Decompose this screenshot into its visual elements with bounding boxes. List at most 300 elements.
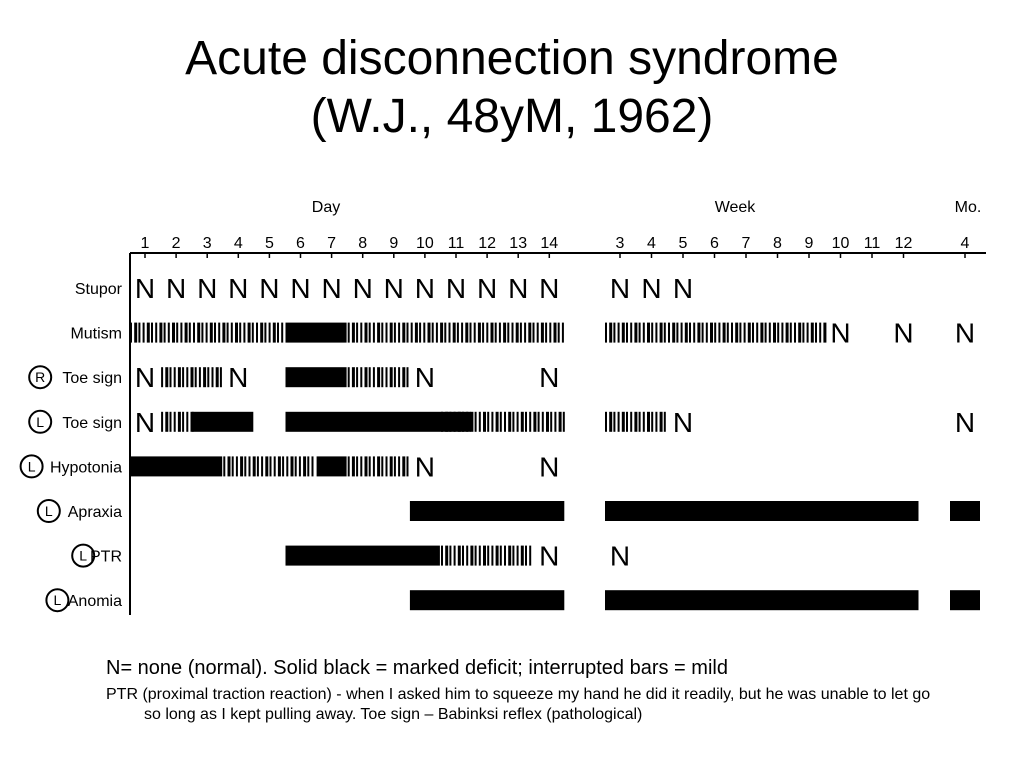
mild-bar-stroke	[176, 323, 178, 343]
mild-bar-stroke	[373, 456, 375, 476]
mild-bar-stroke	[727, 323, 729, 343]
mild-bar-stroke	[533, 412, 536, 432]
mild-bar-stroke	[521, 412, 524, 432]
none-marker: N	[476, 273, 498, 304]
mild-bar-stroke	[672, 323, 675, 343]
slide-title	[0, 30, 1024, 146]
mild-deficit-bar	[348, 323, 564, 343]
mild-bar-stroke	[390, 323, 393, 343]
mild-bar-stroke	[201, 323, 203, 343]
mild-bar-stroke	[781, 323, 783, 343]
mild-bar-stroke	[394, 367, 396, 387]
mild-bar-stroke	[525, 412, 527, 432]
mild-bar-stroke	[185, 323, 188, 343]
mild-bar-stroke	[655, 323, 657, 343]
mild-bar-stroke	[482, 323, 484, 343]
mild-bar-stroke	[373, 367, 375, 387]
mild-bar-stroke	[277, 323, 279, 343]
legend-line-2: PTR (proximal traction reaction) - when I asked him to squeeze my hand he did it readily, but he was unable to let go so long as I kept pulling away. Toe sign – Babinksi reflex (pathological)	[106, 686, 931, 723]
mild-bar-stroke	[444, 323, 446, 343]
mild-bar-stroke	[159, 323, 162, 343]
mild-bar-stroke	[605, 412, 607, 432]
mild-bar-stroke	[264, 323, 266, 343]
mild-bar-stroke	[465, 323, 468, 343]
day-tick-label: 7	[327, 235, 337, 252]
mild-bar-stroke	[253, 456, 256, 476]
mild-bar-stroke	[165, 412, 168, 432]
mild-bar-stroke	[436, 323, 438, 343]
mild-bar-stroke	[470, 412, 473, 432]
mild-bar-stroke	[609, 412, 612, 432]
mild-bar-stroke	[352, 456, 355, 476]
mild-deficit-bar	[130, 323, 283, 343]
mild-bar-stroke	[731, 323, 733, 343]
marked-deficit-bar	[410, 590, 564, 610]
side-circle-label: R	[35, 369, 46, 386]
none-marker: N	[830, 317, 851, 349]
mild-bar-stroke	[151, 323, 153, 343]
mild-bar-stroke	[668, 323, 670, 343]
mild-bar-stroke	[394, 456, 396, 476]
mild-bar-stroke	[545, 323, 547, 343]
mild-deficit-bar	[605, 323, 826, 343]
mild-bar-stroke	[735, 323, 738, 343]
mild-deficit-bar	[605, 412, 666, 432]
mild-bar-stroke	[651, 323, 653, 343]
day-tick-label: 5	[264, 235, 274, 252]
mild-bar-stroke	[407, 456, 409, 476]
sect-label-day: Day	[311, 199, 341, 216]
mild-bar-stroke	[281, 323, 283, 343]
none-marker: N	[134, 362, 156, 394]
mild-bar-stroke	[487, 412, 489, 432]
mild-bar-stroke	[223, 456, 225, 476]
mild-bar-stroke	[634, 323, 637, 343]
mild-bar-stroke	[454, 412, 456, 432]
day-tick-label: 12	[478, 235, 496, 252]
mild-bar-stroke	[664, 323, 666, 343]
mild-bar-stroke	[634, 412, 637, 432]
day-tick-label: 10	[416, 235, 434, 252]
mild-bar-stroke	[483, 546, 486, 566]
mild-bar-stroke	[706, 323, 708, 343]
none-marker: N	[290, 273, 311, 304]
none-marker: N	[539, 540, 560, 572]
mild-bar-stroke	[138, 323, 140, 343]
marked-deficit-bar	[605, 590, 919, 610]
mild-bar-stroke	[178, 412, 181, 432]
none-marker: N	[539, 362, 560, 394]
mild-bar-stroke	[689, 323, 691, 343]
mild-bar-stroke	[537, 323, 539, 343]
mild-bar-stroke	[752, 323, 754, 343]
mild-bar-stroke	[710, 323, 713, 343]
mild-bar-stroke	[199, 367, 201, 387]
row-label: Toe sign	[62, 414, 122, 432]
mild-bar-stroke	[231, 323, 233, 343]
none-marker: N	[539, 451, 560, 483]
mild-bar-stroke	[622, 412, 625, 432]
mild-bar-stroke	[697, 323, 700, 343]
mild-bar-stroke	[419, 323, 421, 343]
mild-bar-stroke	[815, 323, 817, 343]
mild-bar-stroke	[390, 456, 393, 476]
mild-bar-stroke	[643, 412, 645, 432]
mild-bar-stroke	[189, 323, 191, 343]
mild-bar-stroke	[496, 412, 499, 432]
mild-bar-stroke	[723, 323, 726, 343]
day-tick-label: 11	[447, 235, 465, 252]
mild-bar-stroke	[626, 412, 628, 432]
mild-bar-stroke	[307, 456, 309, 476]
symptom-timeline-chart	[0, 185, 1024, 625]
week-tick-label: 11	[863, 235, 881, 252]
week-tick-label: 5	[678, 235, 688, 252]
mild-bar-stroke	[508, 412, 511, 432]
mild-bar-stroke	[714, 323, 716, 343]
legend	[106, 655, 936, 725]
marked-deficit-bar	[286, 412, 472, 432]
mild-bar-stroke	[660, 412, 663, 432]
mild-bar-stroke	[299, 456, 301, 476]
day-tick-label: 4	[233, 235, 243, 252]
mild-bar-stroke	[466, 546, 468, 566]
mild-bar-stroke	[369, 323, 371, 343]
mild-bar-stroke	[521, 546, 524, 566]
none-marker: N	[641, 273, 662, 304]
day-tick-label: 8	[358, 235, 368, 252]
mild-bar-stroke	[186, 412, 188, 432]
mild-bar-stroke	[744, 323, 746, 343]
side-circle-label: L	[36, 413, 45, 430]
mild-bar-stroke	[693, 323, 695, 343]
mild-bar-stroke	[210, 323, 213, 343]
mild-bar-stroke	[524, 323, 526, 343]
mild-bar-stroke	[164, 323, 166, 343]
mild-bar-stroke	[155, 323, 157, 343]
day-tick-label: 1	[140, 235, 150, 252]
none-marker: N	[228, 273, 249, 304]
mild-bar-stroke	[622, 323, 625, 343]
mild-bar-stroke	[453, 323, 456, 343]
mild-bar-stroke	[365, 367, 368, 387]
none-marker: N	[321, 273, 342, 304]
mild-deficit-bar	[441, 546, 531, 566]
mild-bar-stroke	[423, 323, 425, 343]
mild-bar-stroke	[520, 323, 522, 343]
row-label: Anomia	[67, 593, 122, 611]
mild-bar-stroke	[562, 323, 564, 343]
mild-bar-stroke	[538, 412, 540, 432]
mild-bar-stroke	[618, 323, 620, 343]
mild-bar-stroke	[507, 323, 509, 343]
side-circle-label: L	[79, 547, 88, 564]
mild-bar-stroke	[639, 412, 641, 432]
none-marker: N	[954, 406, 976, 438]
mild-bar-stroke	[273, 323, 276, 343]
row-label: Apraxia	[67, 504, 122, 521]
marked-deficit-bar	[286, 323, 347, 343]
mild-deficit-bar	[161, 412, 193, 432]
mild-bar-stroke	[216, 367, 219, 387]
none-marker: N	[228, 362, 249, 394]
week-tick-label: 7	[741, 235, 751, 252]
mild-bar-stroke	[377, 456, 380, 476]
mild-bar-stroke	[356, 367, 358, 387]
mild-bar-stroke	[356, 323, 358, 343]
mild-bar-stroke	[377, 367, 380, 387]
mild-bar-stroke	[369, 456, 371, 476]
mild-bar-stroke	[369, 367, 371, 387]
mild-bar-stroke	[182, 367, 184, 387]
mild-bar-stroke	[214, 323, 216, 343]
mild-bar-stroke	[533, 323, 535, 343]
marked-deficit-bar	[286, 367, 347, 387]
marked-deficit-bar	[605, 501, 919, 521]
mild-bar-stroke	[239, 323, 241, 343]
mild-bar-stroke	[491, 412, 493, 432]
mild-bar-stroke	[278, 456, 281, 476]
mild-bar-stroke	[470, 323, 472, 343]
mild-bar-stroke	[458, 412, 461, 432]
mild-bar-stroke	[454, 546, 456, 566]
day-tick-label: 6	[296, 235, 305, 252]
mild-bar-stroke	[165, 367, 168, 387]
none-marker: N	[197, 273, 218, 304]
mild-bar-stroke	[236, 456, 238, 476]
mild-bar-stroke	[495, 323, 497, 343]
mild-bar-stroke	[377, 323, 380, 343]
mild-bar-stroke	[756, 323, 758, 343]
mild-bar-stroke	[240, 456, 243, 476]
mild-bar-stroke	[143, 323, 145, 343]
month-tick-label: 4	[960, 235, 970, 252]
mild-bar-stroke	[286, 456, 288, 476]
mild-bar-stroke	[558, 323, 560, 343]
mild-bar-stroke	[207, 367, 209, 387]
mild-bar-stroke	[195, 367, 197, 387]
mild-bar-stroke	[554, 412, 556, 432]
mild-bar-stroke	[647, 323, 650, 343]
mild-bar-stroke	[702, 323, 704, 343]
mild-bar-stroke	[462, 546, 464, 566]
mild-bar-stroke	[550, 412, 552, 432]
mild-bar-stroke	[274, 456, 276, 476]
mild-bar-stroke	[432, 323, 434, 343]
mild-bar-stroke	[398, 367, 400, 387]
mild-bar-stroke	[402, 456, 405, 476]
mild-bar-stroke	[681, 323, 683, 343]
mild-bar-stroke	[352, 323, 355, 343]
marked-deficit-bar	[950, 501, 980, 521]
mild-bar-stroke	[643, 323, 645, 343]
mild-bar-stroke	[466, 412, 468, 432]
week-tick-label: 4	[647, 235, 656, 252]
mild-bar-stroke	[303, 456, 306, 476]
none-marker: N	[539, 273, 560, 304]
week-tick-label: 10	[831, 235, 850, 252]
side-circle-label: L	[27, 458, 36, 475]
mild-bar-stroke	[517, 412, 519, 432]
mild-bar-stroke	[541, 323, 544, 343]
mild-bar-stroke	[660, 323, 663, 343]
mild-bar-stroke	[486, 323, 488, 343]
mild-bar-stroke	[168, 323, 170, 343]
none-marker: N	[414, 273, 436, 304]
mild-bar-stroke	[249, 456, 251, 476]
mild-bar-stroke	[197, 323, 200, 343]
mild-bar-stroke	[773, 323, 776, 343]
mild-bar-stroke	[232, 456, 234, 476]
mild-bar-stroke	[256, 323, 258, 343]
mild-bar-stroke	[291, 456, 294, 476]
mild-bar-stroke	[760, 323, 763, 343]
row-label: Stupor	[74, 281, 122, 298]
none-marker: N	[609, 540, 631, 572]
none-marker: N	[259, 273, 280, 304]
row-label: Toe sign	[62, 370, 122, 388]
mild-bar-stroke	[356, 456, 358, 476]
mild-bar-stroke	[261, 456, 263, 476]
mild-bar-stroke	[605, 323, 607, 343]
mild-bar-stroke	[676, 323, 678, 343]
row-label: Hypotonia	[49, 459, 122, 477]
mild-bar-stroke	[798, 323, 801, 343]
mild-deficit-bar	[348, 367, 409, 387]
mild-bar-stroke	[130, 323, 132, 343]
mild-bar-stroke	[265, 456, 268, 476]
mild-bar-stroke	[479, 546, 481, 566]
mild-bar-stroke	[402, 367, 405, 387]
mild-bar-stroke	[398, 323, 400, 343]
mild-bar-stroke	[664, 412, 666, 432]
week-tick-label: 12	[894, 235, 913, 252]
mild-bar-stroke	[739, 323, 741, 343]
mild-bar-stroke	[528, 323, 531, 343]
mild-deficit-bar	[441, 412, 565, 432]
mild-bar-stroke	[282, 456, 284, 476]
mild-bar-stroke	[260, 323, 263, 343]
mild-bar-stroke	[386, 367, 388, 387]
mild-bar-stroke	[794, 323, 796, 343]
title-line-2: (W.J., 48yM, 1962)	[310, 90, 714, 143]
mild-bar-stroke	[807, 323, 809, 343]
mild-bar-stroke	[819, 323, 821, 343]
mild-bar-stroke	[769, 323, 771, 343]
none-marker: N	[609, 273, 631, 304]
row-label: PTR	[90, 548, 122, 566]
mild-bar-stroke	[398, 456, 400, 476]
mild-bar-stroke	[457, 323, 459, 343]
mild-bar-stroke	[449, 546, 451, 566]
mild-bar-stroke	[500, 412, 502, 432]
mild-bar-stroke	[182, 412, 184, 432]
mild-bar-stroke	[161, 412, 163, 432]
marked-deficit-bar	[192, 412, 253, 432]
mild-bar-stroke	[765, 323, 767, 343]
mild-bar-stroke	[639, 323, 641, 343]
mild-bar-stroke	[381, 367, 383, 387]
day-tick-label: 14	[540, 235, 559, 252]
mild-bar-stroke	[802, 323, 804, 343]
mild-bar-stroke	[475, 412, 477, 432]
mild-bar-stroke	[504, 412, 506, 432]
day-tick-label: 9	[389, 235, 399, 252]
mild-bar-stroke	[655, 412, 657, 432]
none-marker: N	[414, 451, 436, 483]
mild-bar-stroke	[295, 456, 297, 476]
mild-bar-stroke	[503, 323, 506, 343]
mild-bar-stroke	[360, 323, 362, 343]
mild-bar-stroke	[348, 323, 350, 343]
mild-bar-stroke	[685, 323, 688, 343]
marked-deficit-bar	[130, 456, 222, 476]
mild-bar-stroke	[458, 546, 461, 566]
none-marker: N	[445, 273, 467, 304]
mild-bar-stroke	[243, 323, 245, 343]
week-tick-label: 9	[804, 235, 814, 252]
mild-bar-stroke	[365, 456, 368, 476]
mild-bar-stroke	[228, 456, 231, 476]
week-tick-label: 3	[615, 235, 625, 252]
mild-bar-stroke	[499, 323, 501, 343]
mild-bar-stroke	[651, 412, 653, 432]
mild-bar-stroke	[170, 412, 172, 432]
mild-bar-stroke	[512, 546, 514, 566]
mild-bar-stroke	[203, 367, 206, 387]
mild-bar-stroke	[470, 546, 473, 566]
mild-bar-stroke	[500, 546, 502, 566]
mild-bar-stroke	[227, 323, 229, 343]
mild-bar-stroke	[613, 412, 615, 432]
mild-bar-stroke	[394, 323, 396, 343]
sect-label-month: Mo.	[954, 199, 982, 216]
mild-bar-stroke	[365, 323, 368, 343]
none-marker: N	[893, 317, 914, 349]
none-marker: N	[165, 273, 187, 304]
mild-bar-stroke	[554, 323, 557, 343]
none-marker: N	[672, 273, 694, 304]
mild-bar-stroke	[630, 323, 632, 343]
mild-bar-stroke	[235, 323, 238, 343]
mild-bar-stroke	[172, 323, 175, 343]
mild-bar-stroke	[546, 412, 549, 432]
mild-bar-stroke	[257, 456, 259, 476]
mild-bar-stroke	[516, 323, 519, 343]
mild-bar-stroke	[479, 412, 481, 432]
mild-bar-stroke	[718, 323, 720, 343]
mild-bar-stroke	[386, 456, 388, 476]
mild-bar-stroke	[222, 323, 225, 343]
mild-bar-stroke	[542, 412, 544, 432]
mild-bar-stroke	[790, 323, 792, 343]
mild-bar-stroke	[525, 546, 527, 566]
mild-bar-stroke	[220, 367, 222, 387]
side-circle-label: L	[44, 503, 53, 519]
mild-bar-stroke	[381, 323, 383, 343]
mild-bar-stroke	[449, 323, 451, 343]
mild-bar-stroke	[178, 367, 181, 387]
marked-deficit-bar	[410, 501, 564, 521]
mild-bar-stroke	[134, 323, 137, 343]
mild-bar-stroke	[517, 546, 519, 566]
marked-deficit-bar	[317, 456, 347, 476]
mild-bar-stroke	[559, 412, 562, 432]
mild-bar-stroke	[161, 367, 163, 387]
mild-deficit-bar	[223, 456, 313, 476]
mild-bar-stroke	[609, 323, 612, 343]
week-tick-label: 8	[773, 235, 782, 252]
